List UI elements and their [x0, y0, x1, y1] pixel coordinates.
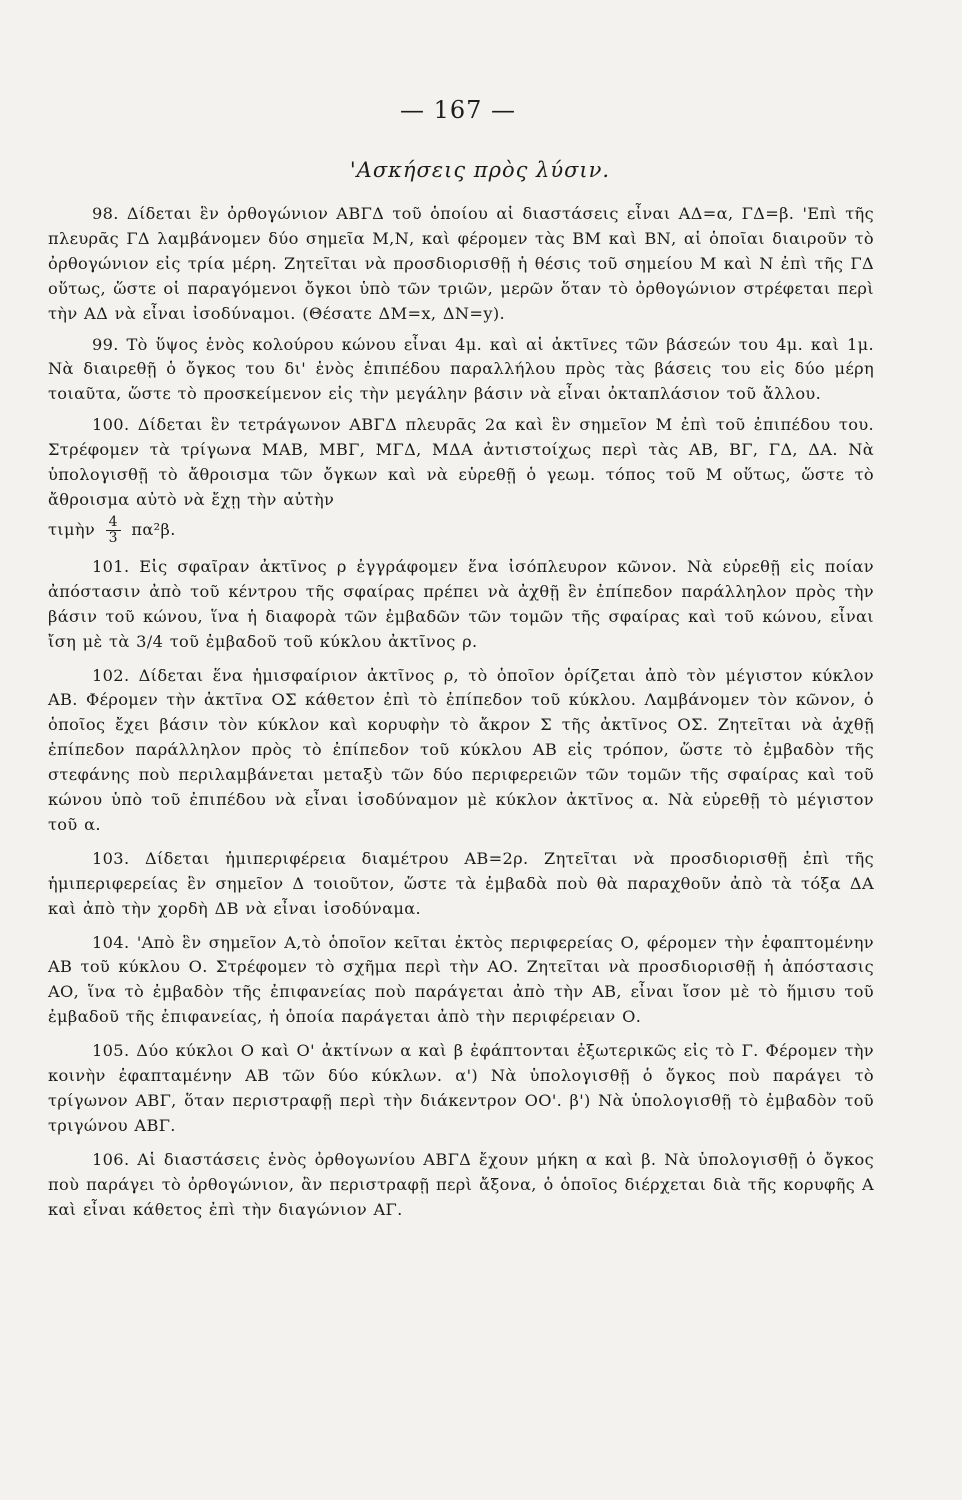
exercise-100-text: 100. Δίδεται ἓν τετράγωνον ΑΒΓΔ πλευρᾶς 2α καὶ ἓν σημεῖον Μ ἐπὶ τοῦ ἐπιπέδου του. Στρέφομεν τὰ τρίγωνα ΜΑΒ, ΜΒΓ, ΜΓΔ, ΜΔΑ ἀντιστοίχως περὶ τὰς ΑΒ, ΒΓ, ΓΔ, ΔΑ. Νὰ ὑπολογισθῇ τὸ ἄθροισμα τῶν ὄγκων καὶ νὰ εὑρεθῇ ὁ γεωμ. τόπος τοῦ Μ οὕτως, ὥστε τὸ ἄθροισμα αὐτὸ νὰ ἔχῃ τὴν αὐτὴν — [48, 415, 874, 509]
fraction-denominator: 3 — [108, 529, 118, 546]
exercise-100-formula — [48, 515, 874, 546]
fraction — [106, 515, 121, 546]
formula-prefix: τιμὴν — [48, 519, 96, 539]
exercise-100 — [48, 413, 874, 546]
exercise-list — [48, 202, 874, 1232]
exercise-101: 101. Εἰς σφαῖραν ἀκτῖνος ρ ἐγγράφομεν ἕνα ἰσόπλευρον κῶνον. Νὰ εὑρεθῇ εἰς ποίαν ἀπόστασιν ἀπὸ τοῦ κέντρου τῆς σφαίρας πρέπει νὰ ἀχθῇ ἓν ἐπίπεδον παράλληλον πρὸς τὴν βάσιν τοῦ κώνου, ἵνα ἡ διαφορὰ τῶν ἐμβαδῶν τῶν τομῶν τῆς σφαίρας καὶ τοῦ κώνου, εἶναι ἴση μὲ τὰ 3/4 τοῦ ἐμβαδοῦ τοῦ κύκλου ἀκτῖνος ρ. — [48, 556, 874, 651]
page-number: — 167 — — [399, 96, 517, 124]
exercise-106: 106. Αἱ διαστάσεις ἑνὸς ὀρθογωνίου ΑΒΓΔ ἔχουν μήκη α καὶ β. Νὰ ὑπολογισθῇ ὁ ὄγκος ποὺ παράγει τὸ ὀρθογώνιον, ἂν περιστραφῇ περὶ ἄξονα, ὁ ὁποῖος διέρχεται διὰ τῆς κορυφῆς Α καὶ εἶναι κάθετος ἐπὶ τὴν διαγώνιον ΑΓ. — [48, 1149, 874, 1219]
formula-suffix: πα²β. — [131, 519, 176, 539]
exercise-105: 105. Δύο κύκλοι Ο καὶ Ο' ἀκτίνων α καὶ β ἐφάπτονται ἐξωτερικῶς εἰς τὸ Γ. Φέρομεν τὴν κοινὴν ἐφαπταμένην ΑΒ τῶν δύο κύκλων. α') Νὰ ὑπολογισθῇ ὁ ὄγκος ποὺ παράγει τὸ τρίγωνον ΑΒΓ, ὅταν περιστραφῇ περὶ τὴν διάκεντρον ΟΟ'. β') Νὰ ὑπολογισθῇ τὸ ἐμβαδὸν τοῦ τριγώνου ΑΒΓ. — [48, 1041, 874, 1135]
exercise-102: 102. Δίδεται ἕνα ἡμισφαίριον ἀκτῖνος ρ, τὸ ὁποῖον ὁρίζεται ἀπὸ τὸν μέγιστον κύκλον ΑΒ. Φέρομεν τὴν ἀκτῖνα ΟΣ κάθετον ἐπὶ τὸ ἐπίπεδον τοῦ κύκλου. Λαμβάνομεν τὸν κῶνον, ὁ ὁποῖος ἔχει βάσιν τὸν κύκλον καὶ κορυφὴν τὸ ἄκρον Σ τῆς ἀκτῖνος ΟΣ. Ζητεῖται νὰ ἀχθῇ ἐπίπεδον παράλληλον πρὸς τὸ ἐπίπεδον τοῦ κύκλου ΑΒ εἰς τρόπον, ὥστε τὸ ἐμβαδὸν τῆς στεφάνης ποὺ περιλαμβάνεται μεταξὺ τῶν δύο περιφερειῶν τῶν τομῶν τῆς σφαίρας καὶ τοῦ κώνου ὑπὸ τοῦ ἐπιπέδου νὰ εἶναι ἰσοδύναμον μὲ κύκλον ἀκτῖνος α. Νὰ εὑρεθῇ τὸ μέγιστον τοῦ α. — [48, 665, 874, 834]
exercise-104: 104. 'Απὸ ἓν σημεῖον Α,τὸ ὁποῖον κεῖται ἐκτὸς περιφερείας Ο, φέρομεν τὴν ἐφαπτομένην ΑΒ τοῦ κύκλου Ο. Στρέφομεν τὸ σχῆμα περὶ τὴν ΑΟ. Ζητεῖται νὰ προσδιορισθῇ ἡ ἀπόστασις ΑΟ, ἵνα τὸ ἐμβαδὸν τῆς ἐπιφανείας ποὺ παράγεται ἀπὸ τὴν ΑΒ, εἶναι ἴσον μὲ τὸ ἥμισυ τοῦ ἐμβαδοῦ τῆς ἐπιφανείας, ἡ ὁποία παράγεται ἀπὸ τὴν περιφέρειαν Ο. — [48, 932, 874, 1027]
section-heading: 'Ασκήσεις πρὸς λύσιν. — [349, 158, 611, 182]
fraction-numerator: 4 — [106, 515, 121, 531]
exercise-103: 103. Δίδεται ἡμιπεριφέρεια διαμέτρου ΑΒ=2ρ. Ζητεῖται νὰ προσδιορισθῇ ἐπὶ τῆς ἡμιπεριφερείας ἓν σημεῖον Δ τοιοῦτον, ὥστε τὰ ἐμβαδὰ ποὺ θὰ παραχθοῦν ἀπὸ τὰ τόξα ΔΑ καὶ ἀπὸ τὴν χορδὴ ΔΒ νὰ εἶναι ἰσοδύναμα. — [48, 848, 874, 918]
exercise-98: 98. Δίδεται ἓν ὀρθογώνιον ΑΒΓΔ τοῦ ὁποίου αἱ διαστάσεις εἶναι ΑΔ=α, ΓΔ=β. 'Επὶ τῆς πλευρᾶς ΓΔ λαμβάνομεν δύο σημεῖα Μ,Ν, καὶ φέρομεν τὰς ΒΜ καὶ ΒΝ, αἱ ὁποῖαι διαιροῦν τὸ ὀρθογώνιον εἰς τρία μέρη. Ζητεῖται νὰ προσδιορισθῇ ἡ θέσις τοῦ σημείου Μ καὶ Ν ἐπὶ τῆς ΓΔ οὕτως, ὥστε οἱ παραγόμενοι ὄγκοι ὑπὸ τῶν τριῶν, μερῶν ὅταν τὸ ὀρθογώνιον στρέφεται περὶ τὴν ΑΔ νὰ εἶναι ἰσοδύναμοι. (Θέσατε ΔΜ=x, ΔΝ=y). — [48, 204, 874, 323]
exercise-99: 99. Τὸ ὕψος ἑνὸς κολούρου κώνου εἶναι 4μ. καὶ αἱ ἀκτῖνες τῶν βάσεών του 4μ. καὶ 1μ. Νὰ διαιρεθῇ ὁ ὄγκος του δι' ἑνὸς ἐπιπέδου παραλλήλου πρὸς τὰς βάσεις του εἰς δύο μέρη τοιαῦτα, ὥστε τὸ προσκείμενον εἰς τὴν μεγάλην βάσιν νὰ εἶναι ὀκταπλάσιον τοῦ ἄλλου. — [48, 334, 874, 404]
